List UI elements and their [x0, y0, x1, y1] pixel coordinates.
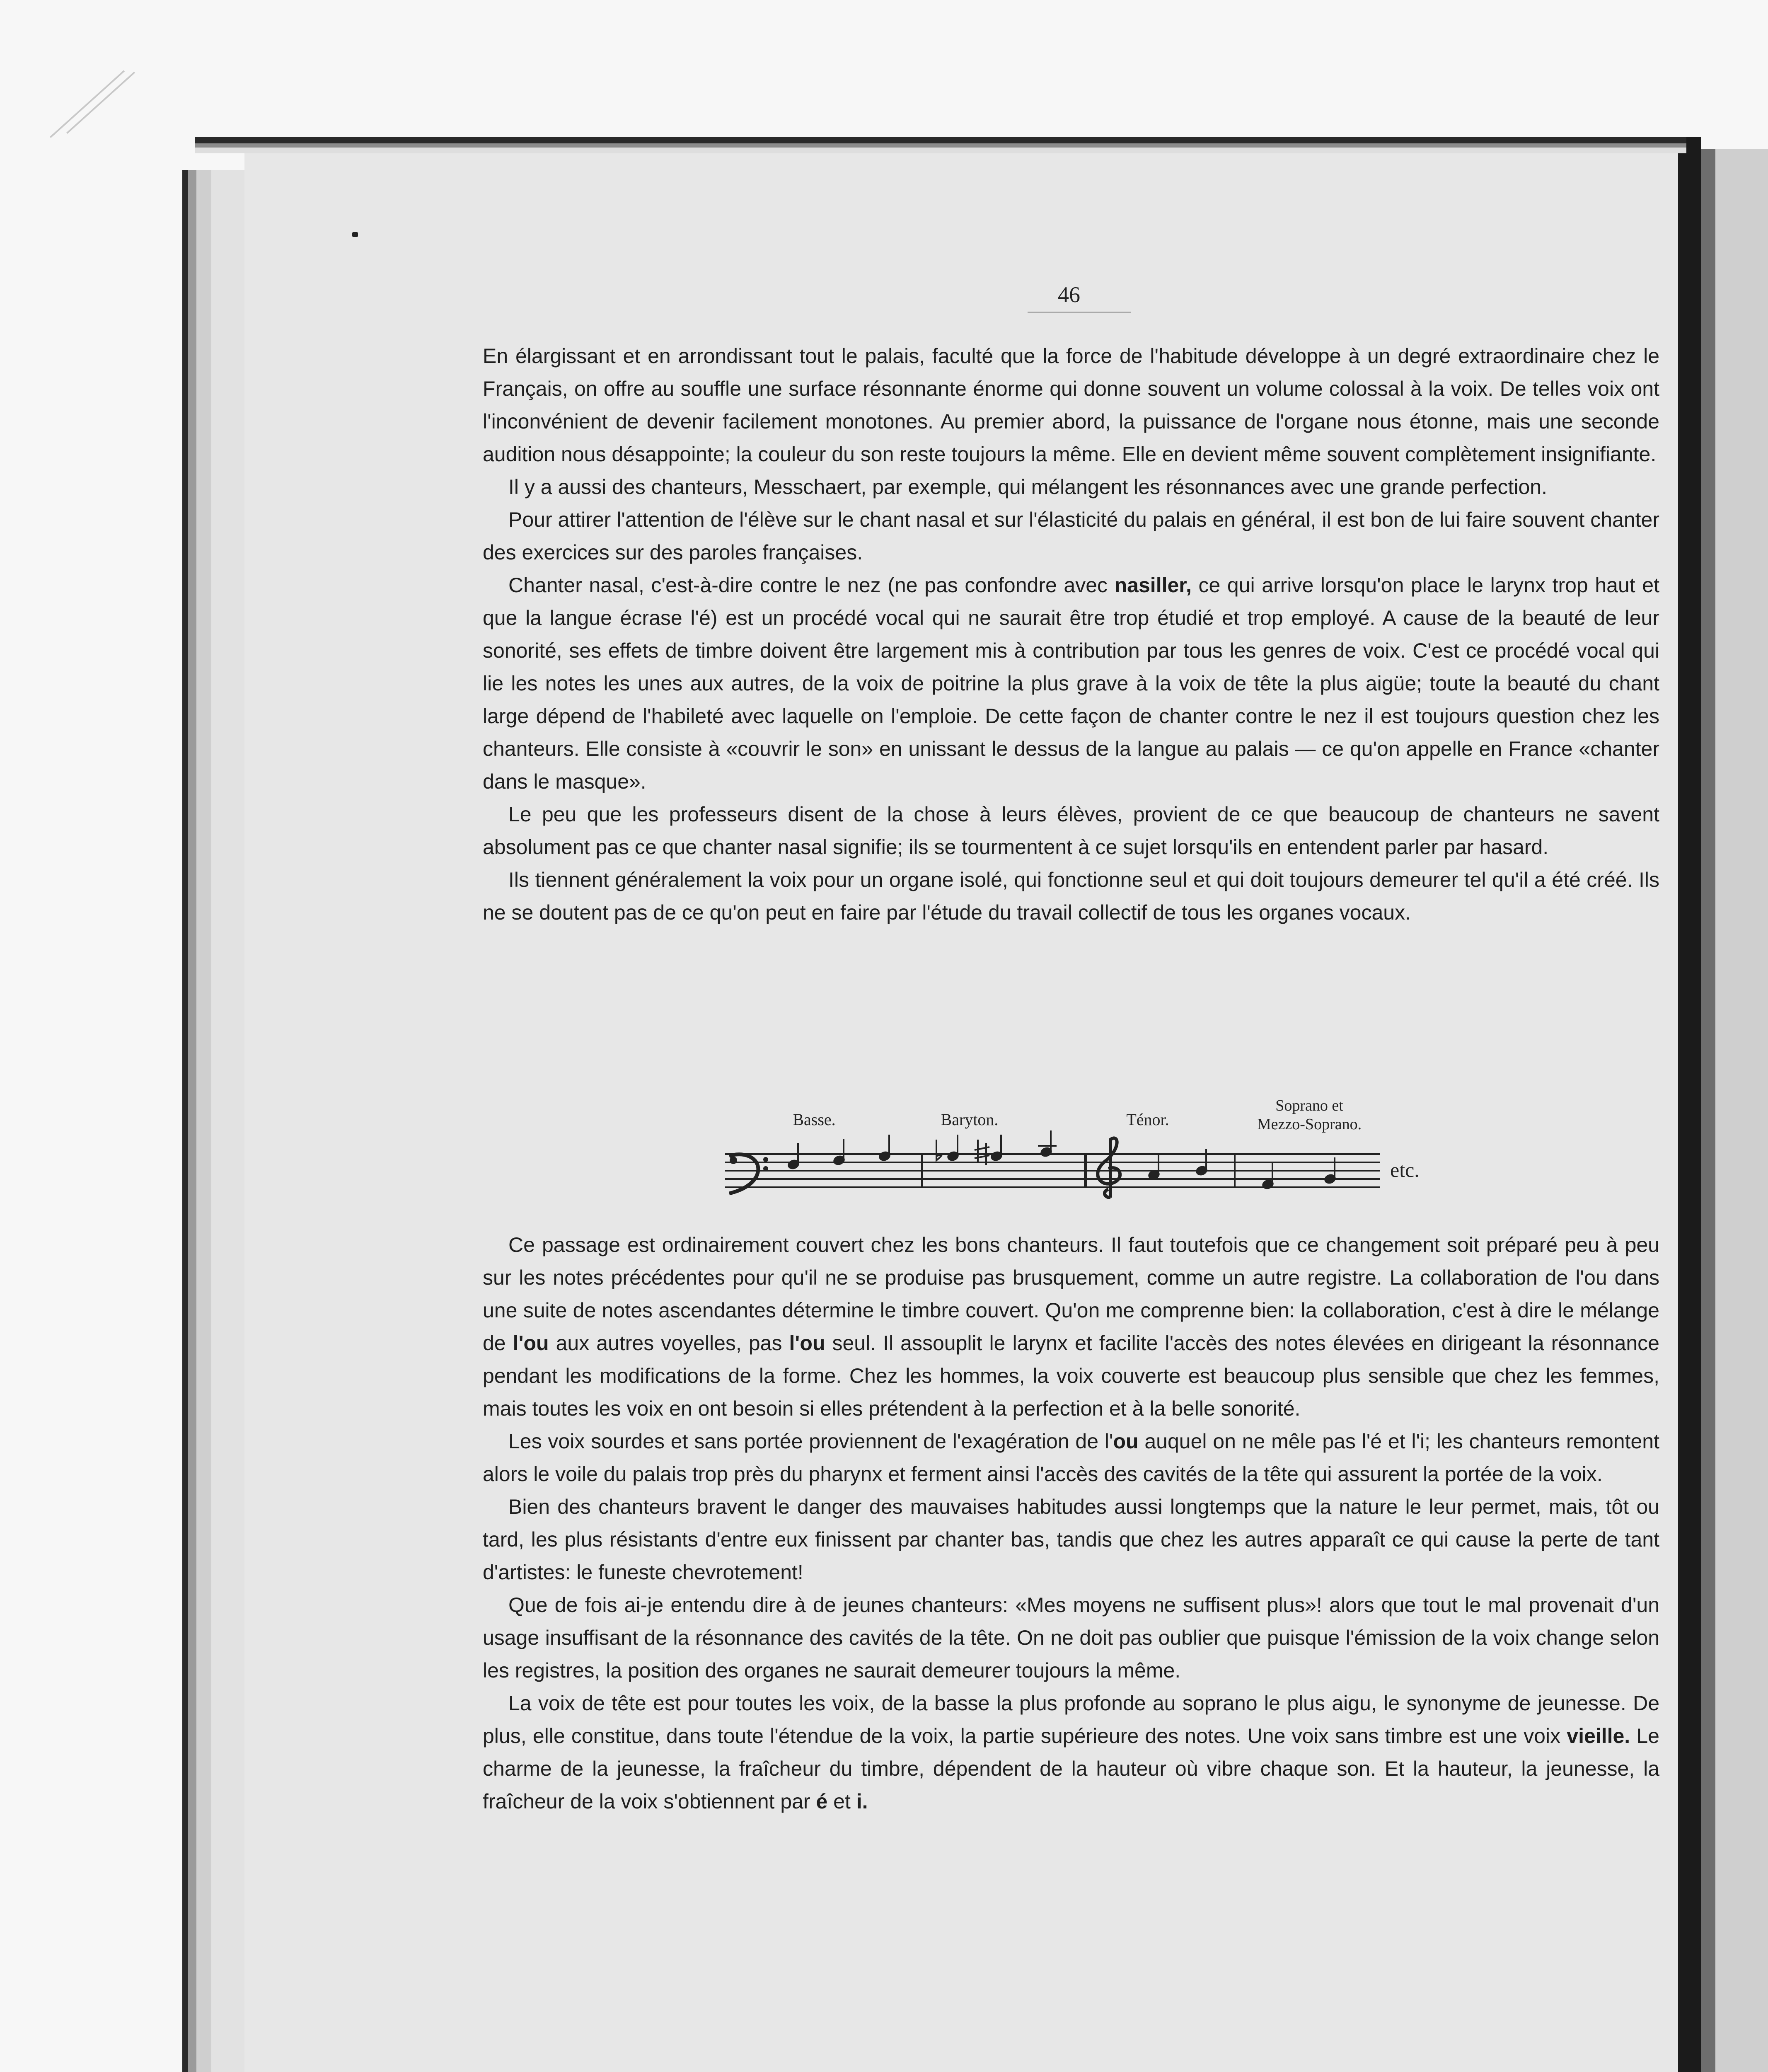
paragraph: Que de fois ai-je entendu dire à de jeunes chanteurs: «Mes moyens ne suffisent plus»! alors que tout le mal provenait d'un usage insuffisant de la résonnance des cavités de la tête. On ne doit pas oublier que puisque l'émission de la voix change selon les registres, la position des organes ne saurait demeurer toujours la même. [483, 1593, 1659, 1682]
paragraph: Pour attirer l'attention de l'élève sur le chant nasal et sur l'élasticité du palais en général, il est bon de lui faire souvent chanter des exercices sur des paroles françaises. [483, 508, 1659, 564]
paragraph: Ce passage est ordinairement couvert chez les bons chanteurs. Il faut toutefois que ce changement soit préparé peu à peu sur les notes précédentes pour qu'il ne se produise pas brusquement, comme un autre registre. La collaboration de l'ou dans une suite de notes ascendantes détermine le timbre couvert. Qu'on me comprenne bien: la collaboration, c'est à dire le mélange de l'ou aux autres voyelles, pas l'ou seul. Il assouplit le larynx et facilite l'accès des notes élevées en dirigeant la résonnance pendant les modifications de la forme. Chez les hommes, la voix couverte est beaucoup plus sensible que chez les femmes, mais toutes les voix en ont besoin si elles prétendent à la perfection et à la belle sonorité. [483, 1233, 1659, 1420]
label-baryton: Baryton. [941, 1110, 999, 1129]
paragraph: Bien des chanteurs bravent le danger des mauvaises habitudes aussi longtemps que la nature le leur permet, mais, tôt ou tard, les plus résistants d'entre eux finissent par chanter bas, tandis que chez les autres apparaît ce qui cause la perte de tant d'artistes: le funeste chevrotement! [483, 1495, 1659, 1584]
book-binding [1678, 137, 1701, 2072]
label-basse: Basse. [793, 1110, 836, 1129]
emphasis: l'ou [513, 1331, 549, 1355]
page-stack-edge [182, 170, 244, 2072]
paragraph: Chanter nasal, c'est-à-dire contre le nez (ne pas confondre avec nasiller, ce qui arrive lorsqu'on place le larynx trop haut et que la langue écrase l'é) est un procédé vocal qui ne saurait être trop étudié et trop employé. A cause de la beauté de leur sonorité, ses effets de timbre doivent être largement mis à contribution par tous les genres de voix. C'est ce procédé vocal qui lie les notes les unes aux autres, de la voix de poitrine la plus grave à la voix de tête la plus aigüe; toute la beauté du chant large dépend de l'habileté avec laquelle on l'emploie. De cette façon de chanter contre le nez il est toujours question chez les chanteurs. Elle consiste à «couvrir le son» en unissant le dessus de la langue au palais — ce qu'on appelle en France «chanter dans le masque». [483, 574, 1659, 793]
baritone-notes [936, 1130, 1057, 1165]
flat-icon [936, 1140, 942, 1160]
ink-speck [352, 232, 358, 237]
etc-label: etc. [1390, 1158, 1420, 1181]
natural-icon [975, 1140, 989, 1165]
treble-notes [1148, 1149, 1336, 1190]
book-binding-shadow [1701, 149, 1715, 2072]
paragraph: Ils tiennent généralement la voix pour un organe isolé, qui fonctionne seul et qui doit toujours demeurer tel qu'il a été créé. Ils ne se doutent pas de ce qu'on peut en faire par l'étude du travail collectif de tous les organes vocaux. [483, 868, 1659, 924]
paragraph: Les voix sourdes et sans portée proviennent de l'exagération de l'ou auquel on ne mêle pas l'é et l'i; les chanteurs remontent alors le voile du palais trop près du pharynx et ferment ainsi l'accès des cavités de la tête qui assurent la portée de la voix. [483, 1430, 1659, 1486]
emphasis: vieille. [1567, 1724, 1630, 1748]
label-tenor: Ténor. [1126, 1110, 1169, 1129]
paragraph: Il y a aussi des chanteurs, Messchaert, par exemple, qui mélangent les résonnances avec une grande perfection. [508, 475, 1547, 499]
paragraph: La voix de tête est pour toutes les voix, de la basse la plus profonde au soprano le plus aigu, le synonyme de jeunesse. De plus, elle constitue, dans toute l'étendue de la voix, la partie supérieure des notes. Une voix sans timbre est une voix vieille. Le charme de la jeunesse, la fraîcheur du timbre, dépendent de la hauteur où vibre chaque son. Et la hauteur, la jeunesse, la fraîcheur de la voix s'obtiennent par é et i. [483, 1692, 1659, 1813]
staff [725, 1154, 1380, 1187]
emphasis: i. [856, 1790, 868, 1813]
emphasis: é [816, 1790, 828, 1813]
paragraph: En élargissant et en arrondissant tout le palais, faculté que la force de l'habitude développe à un degré extraordinaire chez le Français, on offre au souffle une surface résonnante énorme qui donne souvent un volume colossal à la voix. De telles voix ont l'inconvénient de devenir facilement monotones. Au premier abord, la puissance de l'organe nous étonne, mais une seconde audition nous désappointe; la couleur du son reste toujours la même. Elle en devient même souvent complètement insignifiante. [483, 344, 1659, 466]
page-number: 46 [1058, 282, 1080, 307]
label-mezzo-soprano: Mezzo-Soprano. [1257, 1116, 1362, 1133]
music-example [721, 1094, 1467, 1218]
emphasis: l'ou [789, 1331, 825, 1355]
bass-notes [788, 1135, 895, 1170]
body-text-lower [483, 1229, 1659, 1818]
treble-clef-icon [1098, 1138, 1120, 1198]
emphasis: nasiller, [1114, 574, 1192, 597]
paragraph: Le peu que les professeurs disent de la chose à leurs élèves, provient de ce que beaucoup de chanteurs ne savent absolument pas ce que chanter nasal signifie; ils se tourmentent à ce sujet lorsqu'ils en entendent parler par hasard. [483, 803, 1659, 859]
emphasis: ou [1113, 1430, 1139, 1453]
page-number-rule [1028, 312, 1131, 313]
body-text-upper [483, 340, 1659, 929]
page-top-edge [195, 137, 1686, 153]
label-soprano: Soprano et [1275, 1097, 1343, 1114]
